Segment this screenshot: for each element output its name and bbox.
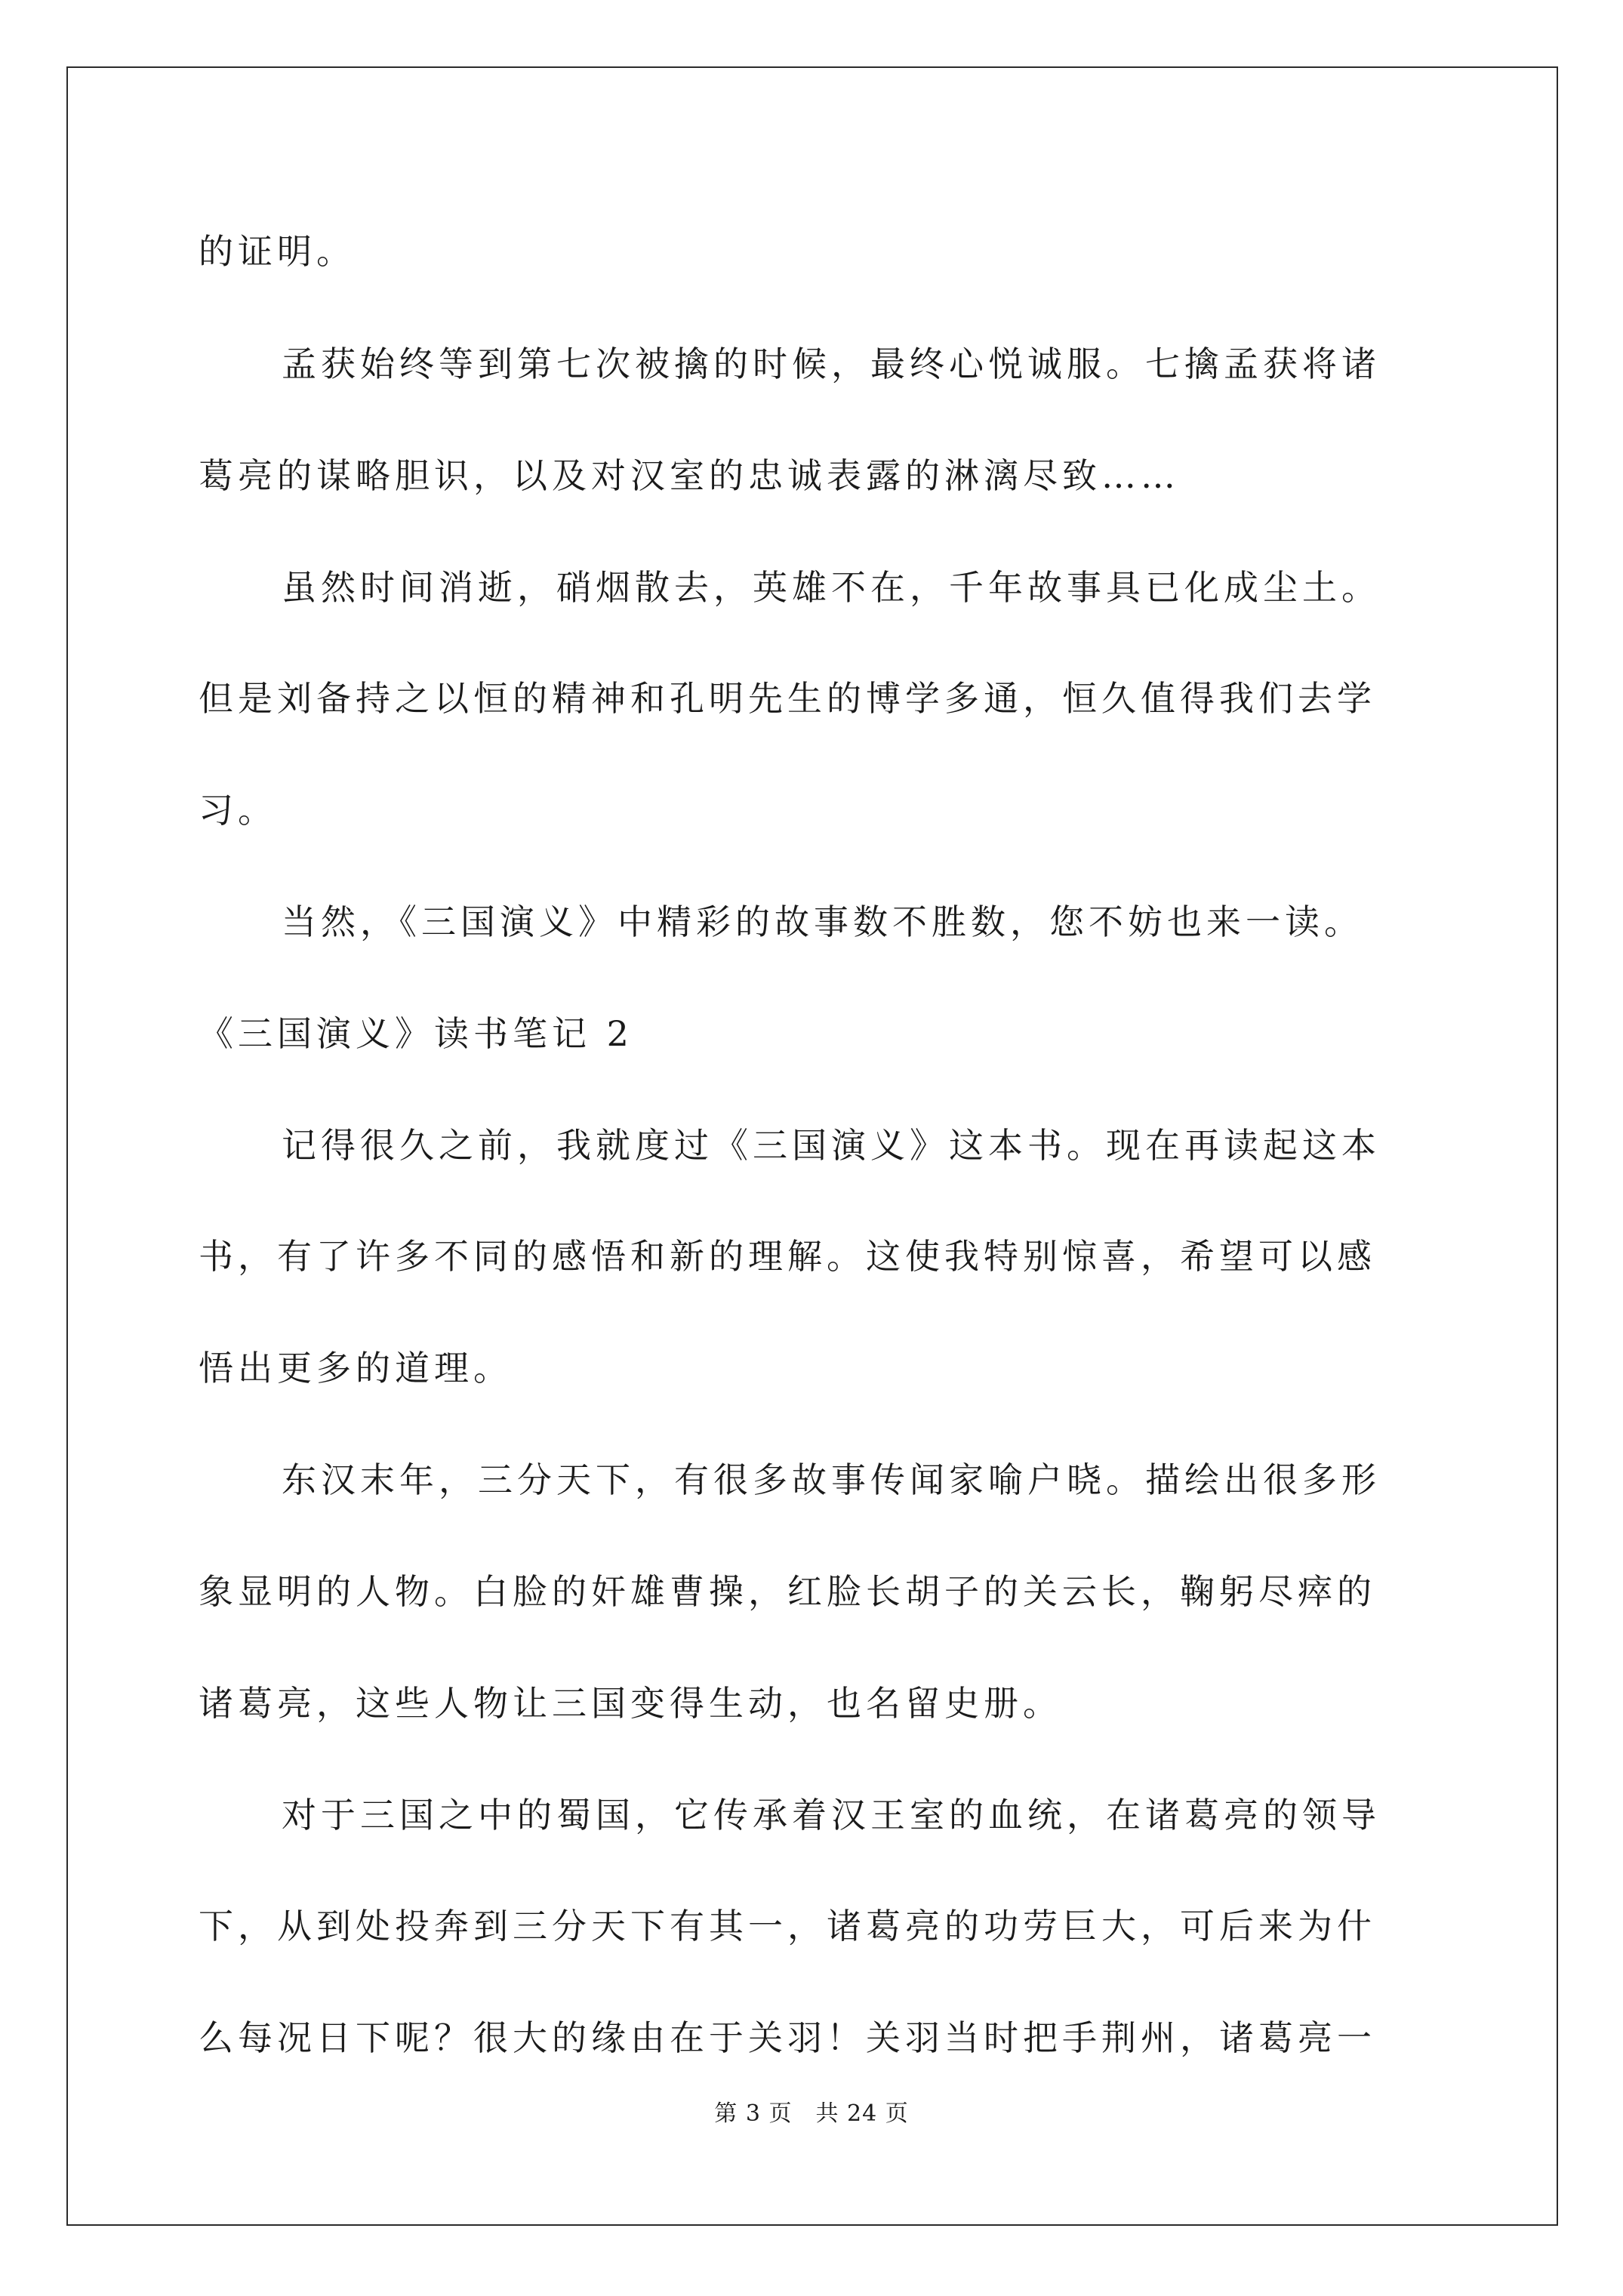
page-number: 第 3 页 共 24 页 [714, 2100, 909, 2127]
text-line: 但是刘备持之以恒的精神和孔明先生的博学多通，恒久值得我们去学 [199, 678, 1376, 719]
text-line: 葛亮的谋略胆识，以及对汉室的忠诚表露的淋漓尽致…… [199, 455, 1180, 496]
text-line: 习。 [199, 790, 277, 831]
text-line: 东汉末年，三分天下，有很多故事传闻家喻户晓。描绘出很多形 [282, 1459, 1381, 1500]
text-line: 悟出更多的道理。 [199, 1348, 513, 1388]
text-line: 孟获始终等到第七次被擒的时候，最终心悦诚服。七擒孟获将诸 [282, 344, 1381, 384]
text-line: 当然，《三国演义》中精彩的故事数不胜数，您不妨也来一读。 [282, 901, 1363, 942]
text-line: 么每况日下呢？很大的缘由在于关羽！关羽当时把手荆州，诸葛亮一 [199, 2017, 1376, 2058]
text-line: 对于三国之中的蜀国，它传承着汉王室的血统，在诸葛亮的领导 [282, 1795, 1381, 1835]
text-line: 的证明。 [199, 231, 356, 272]
text-line: 虽然时间消逝，硝烟散去，英雄不在，千年故事具已化成尘土。 [282, 567, 1381, 608]
section-heading: 《三国演义》读书笔记 2 [199, 1013, 633, 1054]
text-line: 记得很久之前，我就度过《三国演义》这本书。现在再读起这本 [282, 1125, 1381, 1166]
text-line: 下，从到处投奔到三分天下有其一，诸葛亮的功劳巨大，可后来为什 [199, 1906, 1376, 1946]
text-line: 书，有了许多不同的感悟和新的理解。这使我特别惊喜，希望可以感 [199, 1236, 1376, 1277]
text-line: 诸葛亮，这些人物让三国变得生动，也名留史册。 [199, 1683, 1062, 1724]
text-line: 象显明的人物。白脸的奸雄曹操，红脸长胡子的关云长，鞠躬尽瘁的 [199, 1571, 1376, 1612]
